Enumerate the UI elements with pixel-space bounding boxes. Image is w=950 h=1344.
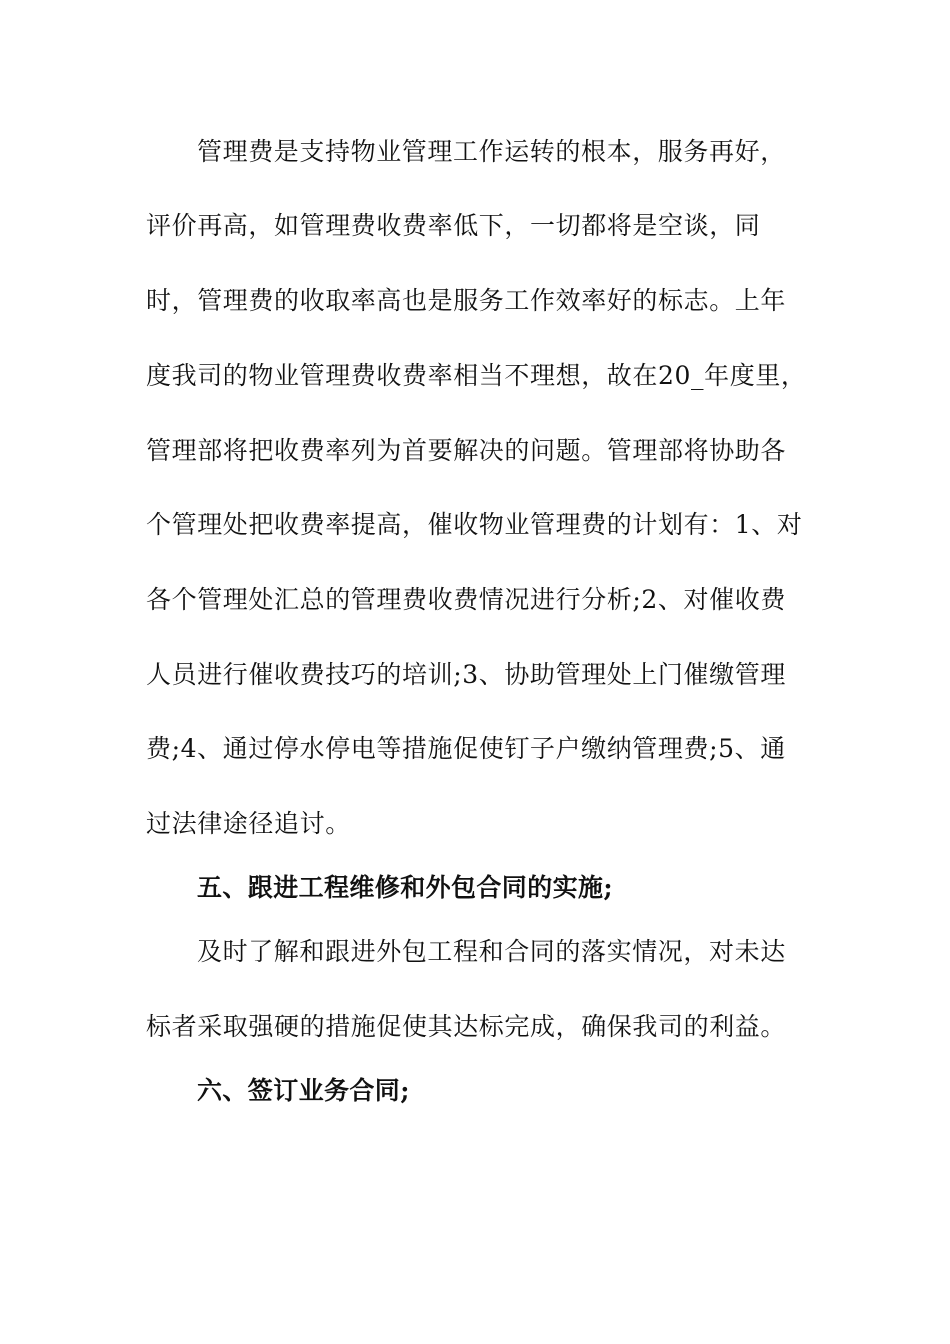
section-heading-6: 六、签订业务合同; bbox=[197, 1076, 410, 1105]
paragraph-line: 人员进行催收费技巧的培训;3、协助管理处上门催缴管理 bbox=[146, 660, 786, 689]
paragraph-line: 标者采取强硬的措施促使其达标完成，确保我司的利益。 bbox=[146, 1012, 787, 1041]
paragraph-line: 各个管理处汇总的管理费收费情况进行分析;2、对催收费 bbox=[146, 585, 786, 614]
section-heading-5: 五、跟进工程维修和外包合同的实施; bbox=[197, 873, 614, 902]
paragraph-line: 过法律途径追讨。 bbox=[146, 809, 351, 838]
paragraph-line: 个管理处把收费率提高，催收物业管理费的计划有：1、对 bbox=[146, 510, 803, 539]
paragraph-line: 管理费是支持物业管理工作运转的根本，服务再好， bbox=[197, 137, 786, 166]
paragraph-line: 时，管理费的收取率高也是服务工作效率好的标志。上年 bbox=[146, 286, 787, 315]
paragraph-line: 管理部将把收费率列为首要解决的问题。管理部将协助各 bbox=[146, 436, 787, 465]
paragraph-line: 评价再高，如管理费收费率低下，一切都将是空谈，同 bbox=[146, 211, 761, 240]
paragraph-line: 度我司的物业管理费收费率相当不理想，故在20_年度里， bbox=[146, 361, 807, 390]
paragraph-line: 及时了解和跟进外包工程和合同的落实情况，对未达 bbox=[197, 937, 786, 966]
paragraph-line: 费;4、通过停水停电等措施促使钉子户缴纳管理费;5、通 bbox=[146, 734, 786, 763]
